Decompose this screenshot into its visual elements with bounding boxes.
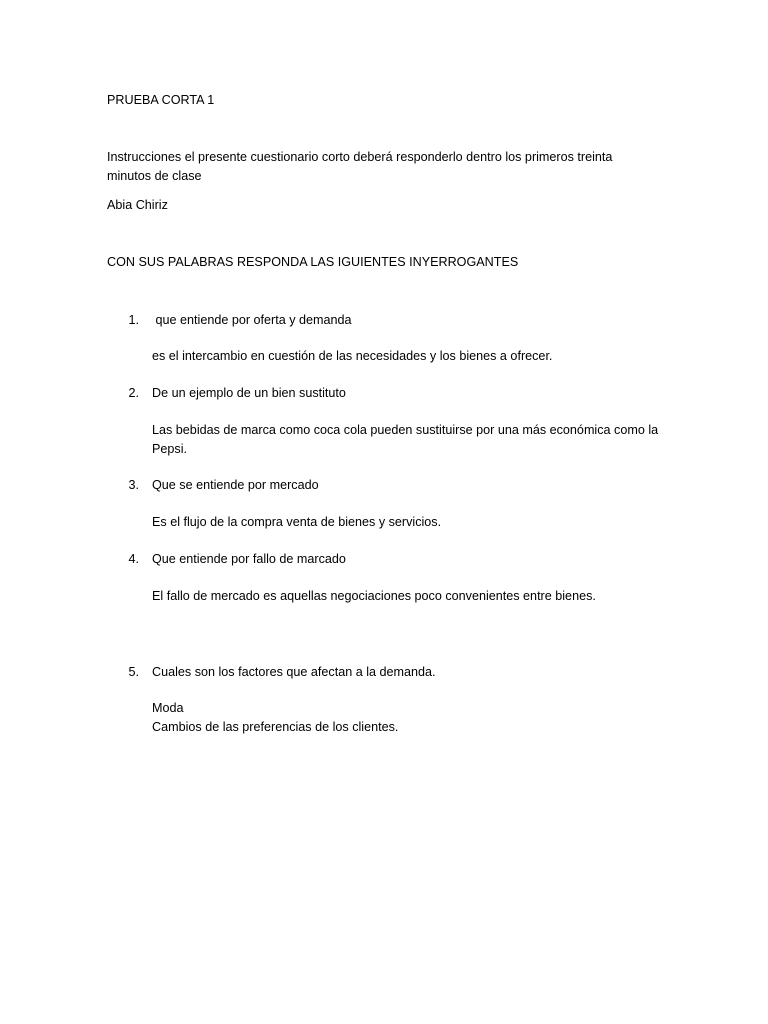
- instructions-prompt: CON SUS PALABRAS RESPONDA LAS IGUIENTES INYERROGANTES: [107, 255, 519, 269]
- document-title: PRUEBA CORTA 1: [107, 93, 215, 107]
- answer-text: El fallo de mercado es aquellas negociaciones poco convenientes entre bienes.: [152, 589, 596, 603]
- author-name: Abia Chiriz: [107, 198, 168, 212]
- instructions-line-2: minutos de clase: [107, 169, 202, 183]
- answer-text-continued: Cambios de las preferencias de los clientes.: [152, 720, 399, 734]
- question-number: 3.: [128, 478, 139, 492]
- question-number: 1.: [128, 313, 139, 327]
- question-number: 4.: [128, 552, 139, 566]
- answer-text: es el intercambio en cuestión de las necesidades y los bienes a ofrecer.: [152, 349, 553, 363]
- question-text: Que se entiende por mercado: [152, 478, 319, 492]
- answer-text-continued: Pepsi.: [152, 442, 188, 456]
- instructions-line-1: Instrucciones el presente cuestionario corto deberá responderlo dentro los primeros treinta: [107, 150, 613, 164]
- question-number: 5.: [128, 665, 139, 679]
- answer-text: Es el flujo de la compra venta de bienes y servicios.: [152, 515, 442, 529]
- answer-text: Las bebidas de marca como coca cola pueden sustituirse por una más económica como la: [152, 423, 659, 437]
- question-number: 2.: [128, 386, 139, 400]
- question-text: Que entiende por fallo de marcado: [152, 552, 346, 566]
- question-text: De un ejemplo de un bien sustituto: [152, 386, 346, 400]
- question-text: que entiende por oferta y demanda: [152, 313, 352, 327]
- answer-text: Moda: [152, 701, 184, 715]
- question-text: Cuales son los factores que afectan a la demanda.: [152, 665, 436, 679]
